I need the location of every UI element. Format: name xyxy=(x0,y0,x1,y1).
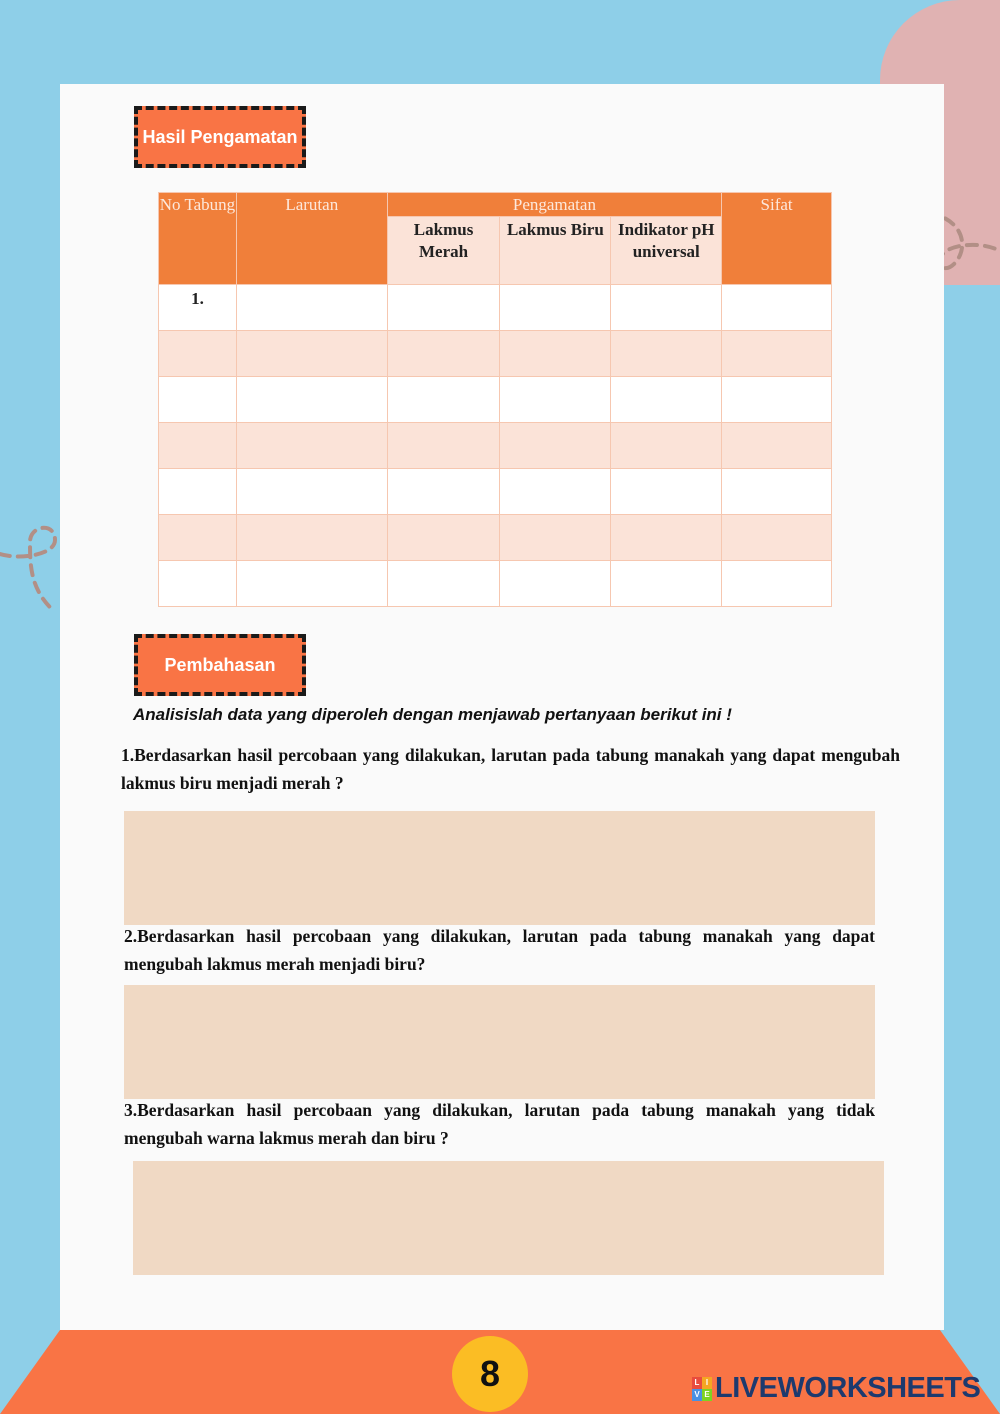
table-cell[interactable] xyxy=(387,561,500,607)
discussion-section-tag: Pembahasan xyxy=(134,634,306,696)
table-cell[interactable] xyxy=(236,515,387,561)
table-cell[interactable] xyxy=(387,515,500,561)
table-cell[interactable] xyxy=(236,377,387,423)
instruction-text: Analisislah data yang diperoleh dengan menjawab pertanyaan berikut ini ! xyxy=(133,705,732,724)
liveworksheets-logo-icon: L I V E xyxy=(692,1377,712,1401)
table-cell[interactable] xyxy=(387,377,500,423)
liveworksheets-brand xyxy=(692,1372,980,1405)
table-row xyxy=(159,285,832,331)
table-row xyxy=(159,561,832,607)
question-1: 1.Berdasarkan hasil percobaan yang dilakukan, larutan pada tabung manakah yang dapat mengubah lakmus biru menjadi merah ? xyxy=(121,745,900,793)
question-3: 3.Berdasarkan hasil percobaan yang dilakukan, larutan pada tabung manakah yang tidak mengubah warna lakmus merah dan biru ? xyxy=(124,1100,875,1148)
table-cell[interactable] xyxy=(611,469,722,515)
answer-box-1[interactable] xyxy=(124,811,875,925)
table-cell[interactable] xyxy=(722,515,832,561)
table-cell[interactable] xyxy=(611,377,722,423)
header-sifat: Sifat xyxy=(722,193,832,285)
brand-name: LIVEWORKSHEETS xyxy=(715,1372,981,1404)
table-cell[interactable] xyxy=(159,561,237,607)
table-row xyxy=(159,515,832,561)
table-row xyxy=(159,331,832,377)
table-cell[interactable] xyxy=(722,469,832,515)
table-cell[interactable] xyxy=(500,423,611,469)
table-row xyxy=(159,377,832,423)
table-cell[interactable] xyxy=(236,469,387,515)
table-cell[interactable] xyxy=(500,469,611,515)
table-cell[interactable] xyxy=(159,377,237,423)
table-cell[interactable] xyxy=(500,377,611,423)
table-cell[interactable] xyxy=(236,331,387,377)
table-cell[interactable] xyxy=(611,515,722,561)
table-cell[interactable] xyxy=(236,561,387,607)
table-cell[interactable] xyxy=(500,561,611,607)
table-cell[interactable] xyxy=(387,331,500,377)
table-cell[interactable] xyxy=(159,469,237,515)
header-lakmus-merah: Lakmus Merah xyxy=(387,217,500,285)
page-number: 8 xyxy=(452,1336,528,1412)
table-cell[interactable] xyxy=(722,377,832,423)
table-cell[interactable] xyxy=(387,469,500,515)
table-cell[interactable] xyxy=(722,331,832,377)
table-cell[interactable] xyxy=(159,423,237,469)
row-number: 1. xyxy=(159,285,237,331)
table-cell[interactable] xyxy=(722,285,832,331)
answer-box-3[interactable] xyxy=(133,1161,884,1275)
header-larutan: Larutan xyxy=(236,193,387,285)
table-cell[interactable] xyxy=(236,285,387,331)
table-cell[interactable] xyxy=(236,423,387,469)
observation-table xyxy=(158,192,832,607)
observation-section-tag: Hasil Pengamatan xyxy=(134,106,306,168)
header-pengamatan: Pengamatan xyxy=(387,193,722,217)
table-cell[interactable] xyxy=(611,423,722,469)
table-cell[interactable] xyxy=(611,561,722,607)
table-cell[interactable] xyxy=(500,331,611,377)
table-cell[interactable] xyxy=(387,285,500,331)
table-row xyxy=(159,469,832,515)
table-cell[interactable] xyxy=(159,515,237,561)
header-no-tabung: No Tabung xyxy=(159,193,237,285)
table-cell[interactable] xyxy=(611,331,722,377)
table-cell[interactable] xyxy=(387,423,500,469)
header-indikator-ph: Indikator pH universal xyxy=(611,217,722,285)
table-cell[interactable] xyxy=(500,515,611,561)
table-cell[interactable] xyxy=(722,561,832,607)
question-2: 2.Berdasarkan hasil percobaan yang dilakukan, larutan pada tabung manakah yang dapat mengubah lakmus merah menjadi biru? xyxy=(124,926,875,974)
table-cell[interactable] xyxy=(611,285,722,331)
header-lakmus-biru: Lakmus Biru xyxy=(500,217,611,285)
answer-box-2[interactable] xyxy=(124,985,875,1099)
table-cell[interactable] xyxy=(722,423,832,469)
table-row xyxy=(159,423,832,469)
table-cell[interactable] xyxy=(159,331,237,377)
table-cell[interactable] xyxy=(500,285,611,331)
